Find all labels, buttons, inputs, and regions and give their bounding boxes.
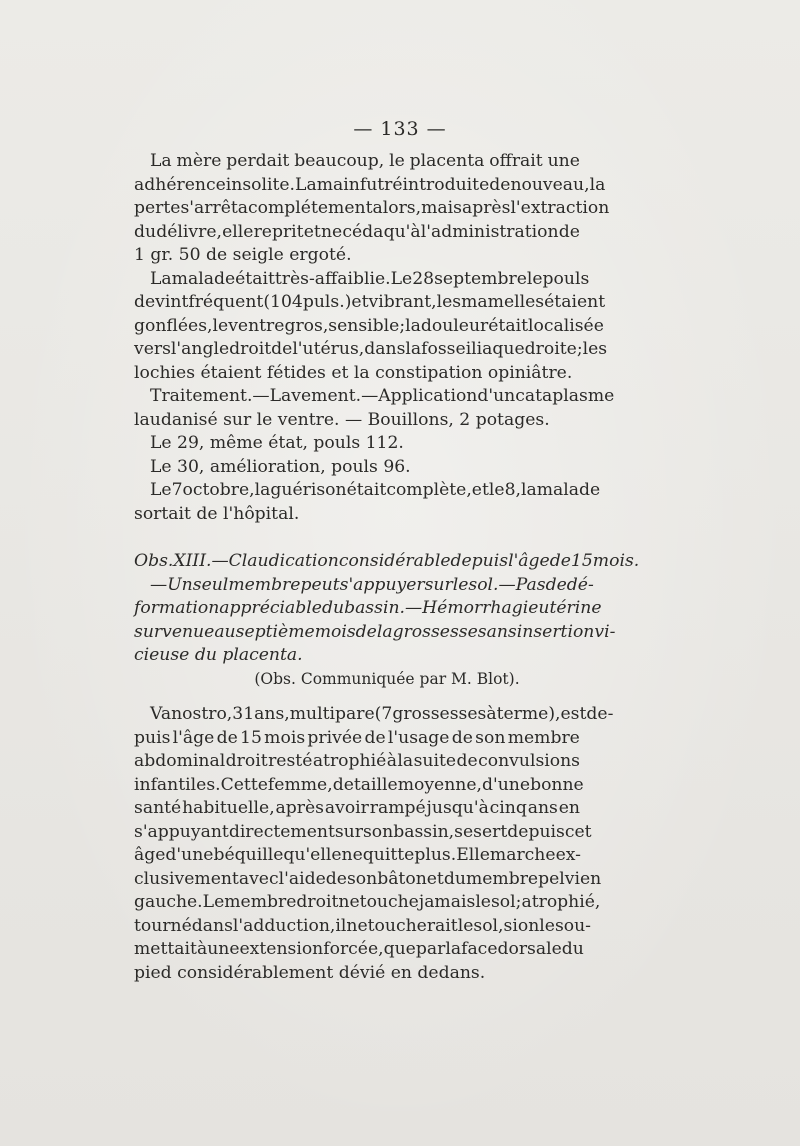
paragraph-2: [134, 268, 608, 386]
text-line: perte s'arrêta complétement alors, mais après l'extraction: [134, 198, 610, 218]
text-line: La mère perdait beaucoup, le placenta offrait une: [150, 151, 580, 171]
text-line: gonflées, le ventre gros, sensible; la douleur était localisée: [134, 315, 604, 336]
text-line: du délivre, elle reprit et ne céda qu'à l'administration de: [134, 221, 580, 242]
text-line: tourné dans l'adduction, il ne toucherait le sol, si on le sou-: [134, 915, 591, 936]
text-line: sortait de l'hôpital.: [134, 503, 300, 524]
paragraph-6: [134, 479, 601, 526]
paragraph-5: [134, 456, 580, 480]
observation-title-line: — Un seul membre peut s'appuyer sur le sol. — Pas de dé-: [150, 574, 594, 595]
text-line: mettait à une extension forcée, que par la face dorsale du: [134, 939, 584, 959]
text-line: gauche. Le membre droit ne touche jamais le sol; atrophié,: [134, 892, 601, 912]
observation-title-line: formation appréciable du bassin. — Hémorrhagie utérine: [134, 598, 602, 618]
text-line: Le 7 octobre, la guérison était complète, et le 8, la malade: [150, 480, 601, 500]
text-line: abdominal droit resté atrophié à la suite de convulsions: [134, 751, 580, 771]
text-line: La malade était très-affaiblie. Le 28 septembre le pouls: [150, 268, 590, 289]
observation-body: [134, 703, 614, 985]
page-header: — 133 —: [353, 118, 447, 140]
paragraph-1: [134, 150, 610, 268]
text-line: 1 gr. 50 de seigle ergoté.: [134, 245, 352, 265]
text-line: clusivement avec l'aide de son bâton et du membre pelvien: [134, 868, 602, 889]
observation-credit: (Obs. Communiquée par M. Blot).: [254, 669, 520, 688]
spacer: [134, 691, 580, 703]
text-line: s'appuyant directement sur son bassin, se sert depuis cet: [134, 821, 592, 842]
text-line: âge d'une béquille qu'elle ne quitte plus. Elle marche ex-: [134, 845, 581, 865]
observation-title-line: survenue au septième mois de la grossesse sans insertion vi-: [134, 621, 616, 642]
text-line: Le 30, amélioration, pouls 96.: [150, 456, 411, 477]
text-line: Traitement. — Lavement. — Application d'un cataplasme: [150, 386, 615, 406]
text-line: Vanostro, 31 ans, multipare (7 grossesses à terme), est de-: [150, 704, 614, 724]
text-line: santé habituelle, après avoir rampé jusqu'à cinq ans en: [134, 798, 580, 818]
text-line: Le 29, même état, pouls 112.: [150, 433, 404, 453]
text-line: laudanisé sur le ventre. — Bouillons, 2 potages.: [134, 409, 550, 430]
paragraph-3: [134, 385, 615, 432]
text-line: devint fréquent (104 puls.) et vibrant, les mamelles étaient: [134, 292, 606, 312]
observation-title-line: Obs. XIII. — Claudication considérable depuis l'âge de 15 mois.: [134, 551, 640, 571]
text-line: infantiles. Cette femme, de taille moyenne, d'une bonne: [134, 774, 584, 795]
paragraph-4: [134, 432, 580, 456]
spacer: [134, 526, 580, 550]
observation-title: [134, 550, 640, 668]
text-line: lochies étaient fétides et la constipation opiniâtre.: [134, 362, 573, 383]
text-line: puis l'âge de 15 mois privée de l'usage de son membre: [134, 727, 580, 748]
text-block: [134, 150, 640, 985]
text-line: pied considérablement dévié en dedans.: [134, 962, 486, 983]
observation-title-line: cieuse du placenta.: [134, 645, 303, 665]
text-line: adhérence insolite. La main fut réintroduite de nouveau, la: [134, 174, 606, 195]
text-line: vers l'angle droit de l'utérus, dans la fosse iliaque droite; les: [134, 339, 608, 359]
